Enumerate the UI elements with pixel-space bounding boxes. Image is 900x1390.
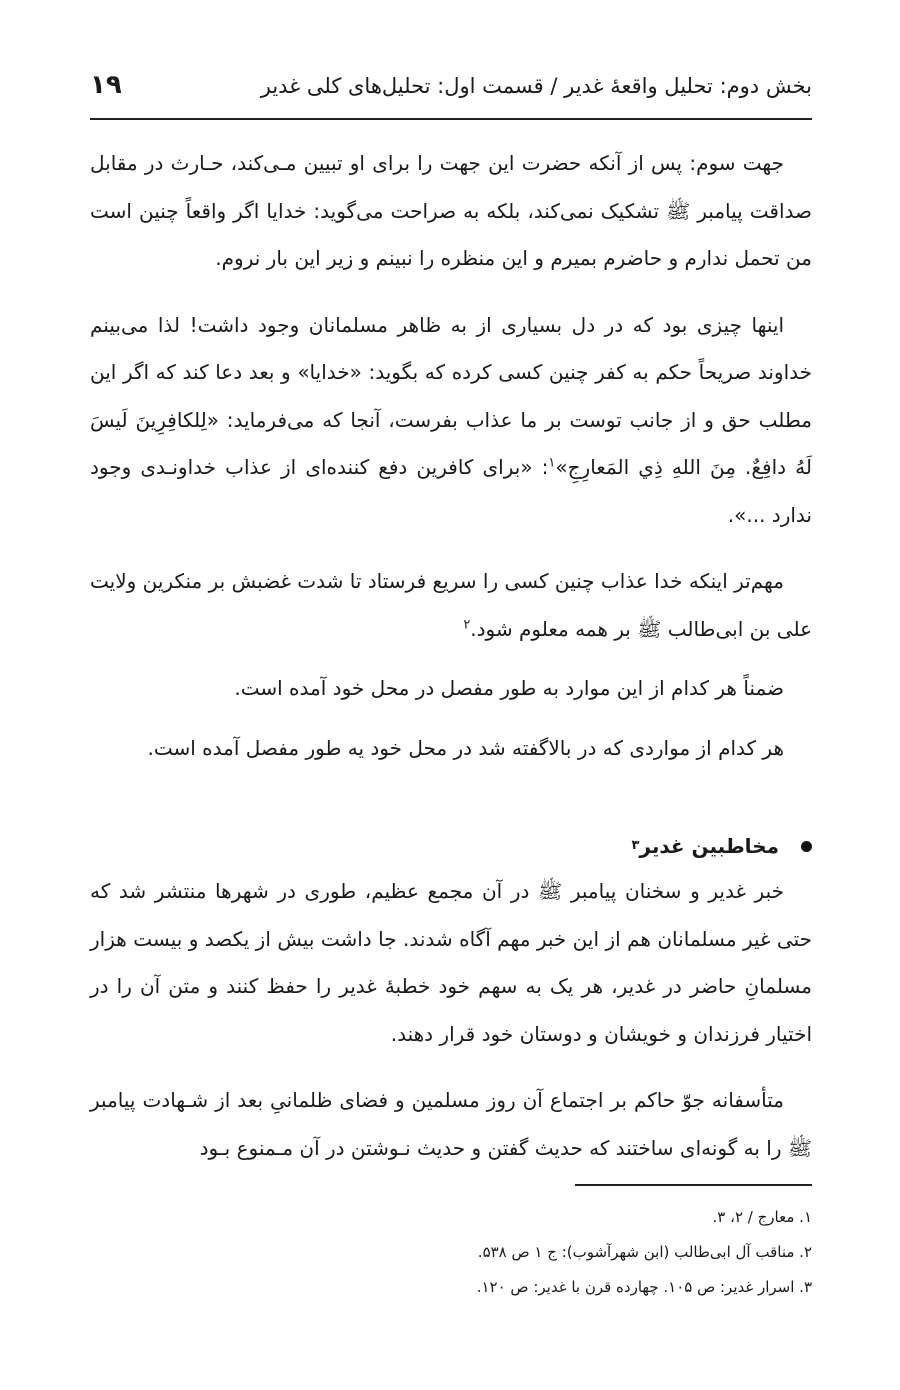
paragraph-2-tail: : «برای کافرین دفع کننده‌ای از عذاب خداونـدی وجود ندارد ...». [90, 455, 812, 527]
paragraph-4: ضمناً هر کدام از این موارد به طور مفصل در محل خود آمده است. [234, 676, 784, 700]
footnote-divider [575, 1184, 812, 1186]
footnote-1: ۱. معارج / ۲، ۳. [712, 1208, 812, 1226]
footnote-3: ۳. اسرار غدیر: ص ۱۰۵. چهارده قرن با غدیر: ص ۱۲۰. [476, 1278, 812, 1296]
bullet-icon [801, 841, 812, 852]
page-number: ۱۹ [90, 70, 122, 100]
paragraph-3 [90, 558, 812, 653]
paragraph-2-text: اینها چیزی بود که در دل بسیاری از به ظاهر مسلمانان وجود داشت! لذا می‌بینم خداوند صریحاً حکم به کفر چنین کسی کرده که بگوید: «خدایا» و بعد دعا کند که اگر این مطلب حق و از جانب توست بر ما عذاب بفرست، آنجا که می‌فرماید: «لِلكافِرِينَ لَيسَ لَهُ دافِعٌ. مِنَ اللهِ ذِي المَعارِجِ» [90, 312, 812, 479]
running-title: بخش دوم: تحلیل واقعهٔ غدیر / قسمت اول: تحلیل‌های کلی غدیر [260, 74, 812, 98]
main-text [90, 140, 812, 1172]
footnote-ref-1: ۱ [548, 455, 556, 471]
paragraph-5: هر کدام از مواردی که در بالاگفته شد در محل خود یه طور مفصل آمده است. [147, 735, 784, 760]
footnotes [400, 1200, 812, 1305]
footnote-2: ۲. مناقب آل ابی‌طالب (ابن شهرآشوب): ج ۱ ص ۵۳۸. [477, 1243, 812, 1261]
page-header [90, 62, 812, 120]
paragraph-3-text: مهم‌تر اینکه خدا عذاب چنین کسی را سریع فرستاد تا شدت غضبش بر منکرین ولایت علی بن ابی‌طالب ﷺ بر همه معلوم شود. [90, 569, 812, 641]
paragraph-1: جهت سوم: پس از آنکه حضرت این جهت را برای او تبیین مـی‌کند، حـارث در مقابل صداقت پیامبر ﷺ تشکیک نمی‌کند، بلکه به صراحت می‌گوید: خدایا اگر واقعاً چنین است من تحمل ندارم و حاضرم بمیرم و این منظره را نبینم و زیر این بار نروم. [90, 151, 812, 270]
paragraph-2 [90, 302, 812, 540]
section-heading-text: مخاطبین غدیر [639, 834, 779, 858]
paragraph-7: متأسفانه جوّ حاکم بر اجتماع آن روز مسلمین و فضای ظلمانیِ بعد از شـهادت پیامبر ﷺ را به گونه‌ای ساختند که حدیث گفتن و حدیث نـوشتن در آن مـمنوع بـود [90, 1088, 812, 1160]
footnote-ref-2: ۲ [463, 616, 471, 632]
section-heading: مخاطبین غدیر ۳ [90, 824, 812, 868]
paragraph-6: خبر غدیر و سخنان پیامبر ﷺ در آن مجمع عظیم، طوری در شهرها منتشر شد که حتی غیر مسلمانان هم از این خبر مهم آگاه شدند. جا داشت بیش از یکصد و بیست هزار مسلمانِ حاضر در غدیر، هر یک به سهم خود خطبهٔ غدیر را حفظ کنند و متن آن را در اختیار فرزندان و خویشان و دوستان خود قرار دهند. [90, 879, 812, 1046]
